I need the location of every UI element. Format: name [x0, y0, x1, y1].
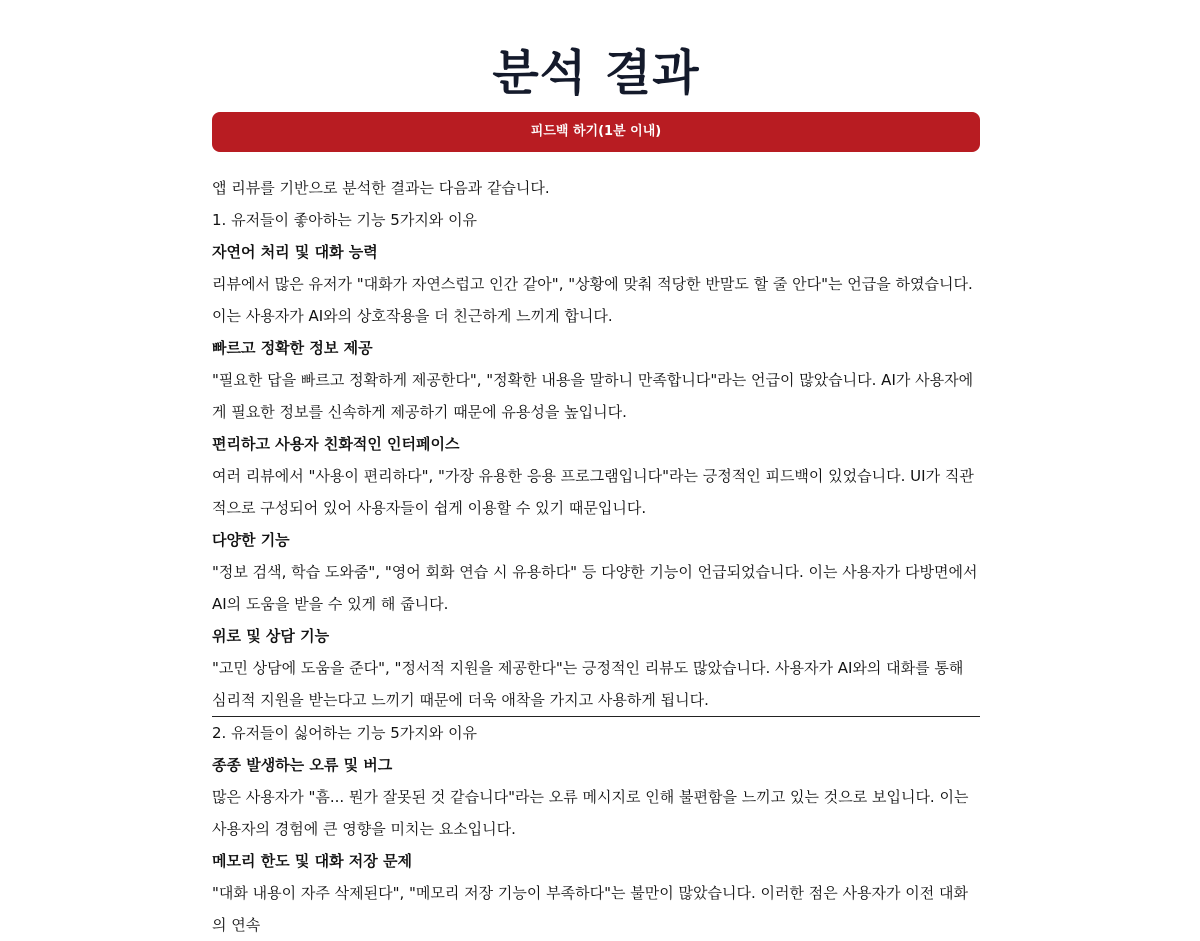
page-container [212, 0, 980, 941]
item-title: 자연어 처리 및 대화 능력 [212, 243, 378, 261]
intro-text: 앱 리뷰를 기반으로 분석한 결과는 다음과 같습니다. [212, 179, 550, 197]
section-heading-likes: 1. 유저들이 좋아하는 기능 5가지와 이유 [212, 211, 478, 229]
item-title: 메모리 한도 및 대화 저장 문제 [212, 852, 412, 870]
item-body: "대화 내용이 자주 삭제된다", "메모리 저장 기능이 부족하다"는 불만이 많았습니다. 이러한 점은 사용자가 이전 대화의 연속 [212, 884, 968, 934]
item-body: 리뷰에서 많은 유저가 "대화가 자연스럽고 인간 같아", "상황에 맞춰 적당한 반말도 할 줄 안다"는 언급을 하였습니다. 이는 사용자가 AI와의 상호작용을 더 친근하게 느끼게 합니다. [212, 275, 973, 325]
page-title: 분석 결과 [492, 45, 700, 101]
item-body: 여러 리뷰에서 "사용이 편리하다", "가장 유용한 응용 프로그램입니다"라는 긍정적인 피드백이 있었습니다. UI가 직관적으로 구성되어 있어 사용자들이 쉽게 이용할 수 있기 때문입니다. [212, 467, 974, 517]
item-title: 편리하고 사용자 친화적인 인터페이스 [212, 435, 460, 453]
item-title: 다양한 기능 [212, 531, 290, 549]
item-body: 많은 사용자가 "흠... 뭔가 잘못된 것 같습니다"라는 오류 메시지로 인해 불편함을 느끼고 있는 것으로 보입니다. 이는 사용자의 경험에 큰 영향을 미치는 요소입니다. [212, 788, 969, 838]
item-body: "정보 검색, 학습 도와줌", "영어 회화 연습 시 유용하다" 등 다양한 기능이 언급되었습니다. 이는 사용자가 다방면에서 AI의 도움을 받을 수 있게 해 줍니다. [212, 563, 978, 613]
analysis-content [212, 172, 980, 941]
item-title: 빠르고 정확한 정보 제공 [212, 339, 373, 357]
item-body: "필요한 답을 빠르고 정확하게 제공한다", "정확한 내용을 말하니 만족합니다"라는 언급이 많았습니다. AI가 사용자에게 필요한 정보를 신속하게 제공하기 때문에 유용성을 높입니다. [212, 371, 974, 421]
item-title: 위로 및 상담 기능 [212, 627, 330, 645]
item-title: 종종 발생하는 오류 및 버그 [212, 756, 393, 774]
feedback-button[interactable]: 피드백 하기(1분 이내) [212, 112, 980, 152]
item-body: "고민 상담에 도움을 준다", "정서적 지원을 제공한다"는 긍정적인 리뷰도 많았습니다. 사용자가 AI와의 대화를 통해 심리적 지원을 받는다고 느끼기 때문에 더욱 애착을 가지고 사용하게 됩니다. [212, 659, 964, 709]
section-heading-dislikes: 2. 유저들이 싫어하는 기능 5가지와 이유 [212, 724, 478, 742]
